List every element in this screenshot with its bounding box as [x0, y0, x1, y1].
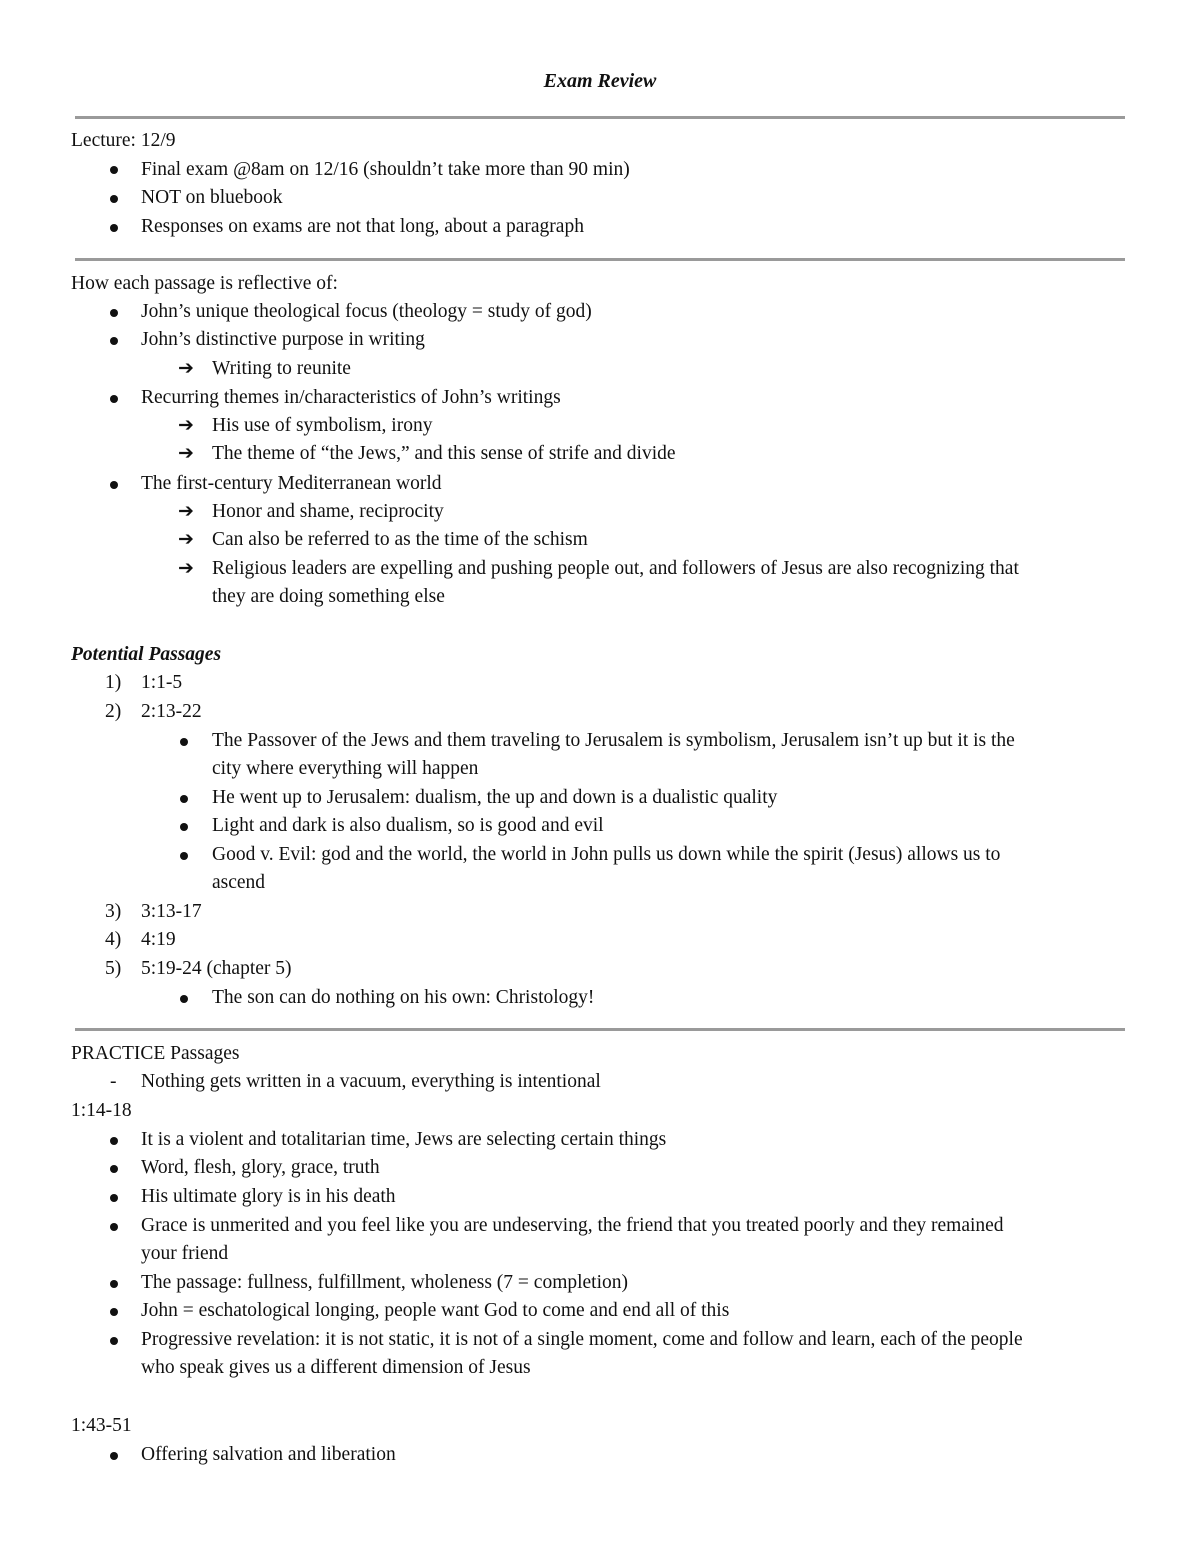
arrow-right-icon: ➔: [178, 443, 194, 464]
divider: [75, 116, 1125, 119]
arrow-right-icon: ➔: [178, 358, 194, 379]
passage-ref: 4:19: [141, 929, 176, 950]
bullet-icon: [110, 1308, 118, 1316]
arrow-right-icon: ➔: [178, 529, 194, 550]
bullet-icon: [110, 481, 118, 489]
list-item: Offering salvation and liberation: [141, 1444, 396, 1465]
list-item: The passage: fullness, fulfillment, wholeness (7 = completion): [141, 1272, 629, 1293]
list-number: 3): [105, 901, 122, 922]
list-item-continuation: who speak gives us a different dimension of Jesus: [141, 1357, 531, 1378]
bullet-icon: [110, 195, 118, 203]
list-item: Light and dark is also dualism, so is good and evil: [212, 815, 604, 836]
list-item: Honor and shame, reciprocity: [212, 501, 444, 522]
list-item: The first-century Mediterranean world: [141, 473, 442, 494]
list-item: Responses on exams are not that long, about a paragraph: [141, 216, 584, 237]
list-item: Religious leaders are expelling and pushing people out, and followers of Jesus are also recognizing that: [212, 558, 1019, 579]
list-item: Progressive revelation: it is not static, it is not of a single moment, come and follow and learn, each of the people: [141, 1329, 1023, 1350]
divider: [75, 258, 1125, 261]
list-item: The son can do nothing on his own: Christology!: [212, 987, 595, 1008]
list-number: 2): [105, 701, 122, 722]
bullet-icon: [110, 1223, 118, 1231]
arrow-right-icon: ➔: [178, 558, 194, 579]
bullet-icon: [110, 1194, 118, 1202]
list-item: Grace is unmerited and you feel like you are undeserving, the friend that you treated poorly and they remained: [141, 1215, 1004, 1236]
list-item: It is a violent and totalitarian time, Jews are selecting certain things: [141, 1129, 667, 1150]
bullet-icon: [110, 395, 118, 403]
bullet-icon: [110, 337, 118, 345]
list-item: Good v. Evil: god and the world, the world in John pulls us down while the spirit (Jesus) allows us to: [212, 844, 1001, 865]
list-item: Can also be referred to as the time of the schism: [212, 529, 588, 550]
bullet-icon: [110, 1165, 118, 1173]
bullet-icon: [180, 823, 188, 831]
list-item: Recurring themes in/characteristics of John’s writings: [141, 387, 561, 408]
divider: [75, 1028, 1125, 1031]
list-item: John’s unique theological focus (theology = study of god): [141, 301, 592, 322]
list-number: 4): [105, 929, 122, 950]
list-item: The Passover of the Jews and them traveling to Jerusalem is symbolism, Jerusalem isn’t up but it is the: [212, 730, 1015, 751]
potential-heading: Potential Passages: [71, 644, 222, 665]
bullet-icon: [110, 166, 118, 174]
list-item: John’s distinctive purpose in writing: [141, 329, 425, 350]
list-item: Writing to reunite: [212, 358, 351, 379]
bullet-icon: [180, 852, 188, 860]
bullet-icon: [110, 1137, 118, 1145]
bullet-icon: [110, 1280, 118, 1288]
bullet-icon: [110, 224, 118, 232]
list-item-continuation: they are doing something else: [212, 586, 445, 607]
bullet-icon: [110, 1337, 118, 1345]
list-item: NOT on bluebook: [141, 187, 283, 208]
bullet-icon: [180, 738, 188, 746]
list-item: He went up to Jerusalem: dualism, the up and down is a dualistic quality: [212, 787, 778, 808]
list-item-continuation: your friend: [141, 1243, 229, 1264]
list-item-continuation: city where everything will happen: [212, 758, 479, 779]
reflective-heading: How each passage is reflective of:: [71, 273, 338, 294]
passage-ref: 3:13-17: [141, 901, 202, 922]
passage-ref: 5:19-24 (chapter 5): [141, 958, 292, 979]
list-item: Final exam @8am on 12/16 (shouldn’t take more than 90 min): [141, 159, 630, 180]
page-title: Exam Review: [543, 70, 657, 92]
list-item: Word, flesh, glory, grace, truth: [141, 1157, 380, 1178]
bullet-icon: [110, 1452, 118, 1460]
list-item: John = eschatological longing, people want God to come and end all of this: [141, 1300, 730, 1321]
lecture-heading: Lecture: 12/9: [71, 130, 176, 151]
passage-ref: 2:13-22: [141, 701, 202, 722]
list-item: His ultimate glory is in his death: [141, 1186, 396, 1207]
list-number: 5): [105, 958, 122, 979]
passage-ref: 1:43-51: [71, 1415, 132, 1436]
dash-marker: -: [110, 1071, 117, 1092]
list-item: The theme of “the Jews,” and this sense of strife and divide: [212, 443, 676, 464]
passage-ref: 1:1-5: [141, 672, 183, 693]
bullet-icon: [180, 995, 188, 1003]
list-item: Nothing gets written in a vacuum, everything is intentional: [141, 1071, 601, 1092]
arrow-right-icon: ➔: [178, 501, 194, 522]
bullet-icon: [110, 309, 118, 317]
list-item-continuation: ascend: [212, 872, 266, 893]
list-item: His use of symbolism, irony: [212, 415, 433, 436]
arrow-right-icon: ➔: [178, 415, 194, 436]
list-number: 1): [105, 672, 122, 693]
bullet-icon: [180, 795, 188, 803]
practice-heading: PRACTICE Passages: [71, 1043, 240, 1064]
passage-ref: 1:14-18: [71, 1100, 132, 1121]
